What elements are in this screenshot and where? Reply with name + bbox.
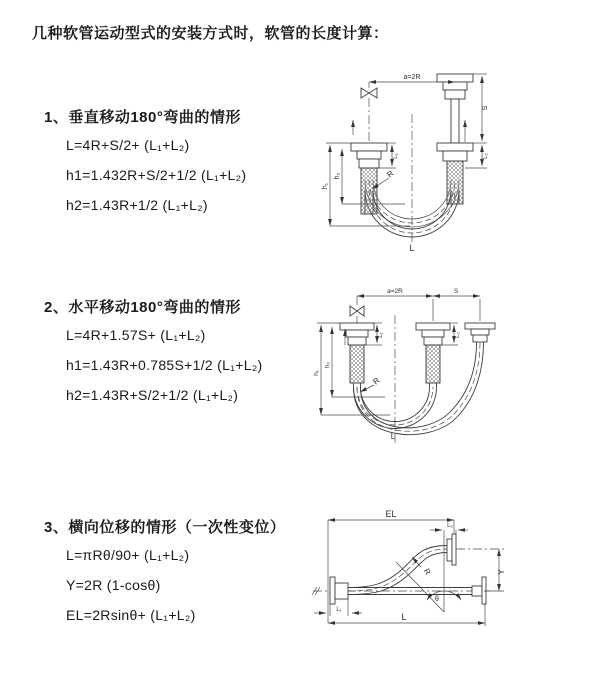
bottom-right-flange-connector [472, 577, 486, 604]
section-lateral-displacement [44, 516, 314, 637]
dim-label-a2r: a=2R [387, 288, 403, 295]
dim-label-h1: h₁ [313, 370, 320, 376]
diagram-vertical-u-bend [310, 66, 592, 262]
dim-label-a2r: a=2R [403, 74, 421, 81]
dimension-s [433, 288, 480, 296]
formula-length: L=4R+1.57S+ (L₁+L₂) [66, 327, 206, 343]
dim-label-l: L [390, 432, 396, 441]
left-flange-connector [351, 143, 387, 214]
dim-label-r: R [421, 566, 433, 577]
dim-label-l: L [409, 243, 415, 253]
technical-drawing-2 [310, 285, 600, 465]
dimension-el [328, 509, 454, 623]
diagram-lateral-displacement [300, 505, 600, 637]
dim-label-l2: L₂ [483, 153, 489, 159]
section-1-heading: 1、垂直移动180°弯曲的情形 [44, 109, 241, 126]
dimension-l2 [430, 523, 468, 536]
dimension-l [328, 604, 485, 626]
formula-length: L=πRθ/90+ (L₁+L₂) [66, 547, 190, 563]
dim-label-h1: h₁ [322, 182, 329, 190]
middle-flange-connector [416, 299, 450, 383]
top-right-flange-connector [447, 534, 504, 565]
dim-label-theta: θ [435, 596, 439, 603]
dim-label-y: Y [497, 569, 506, 575]
formula-y: Y=2R (1-cosθ) [66, 577, 161, 593]
right-flange-connector [465, 299, 495, 342]
section-vertical-movement [44, 106, 314, 227]
section-3-heading: 3、横向位移的情形（一次性变位） [44, 519, 286, 536]
left-flange-connector [330, 577, 348, 604]
dim-label-h2: h₂ [324, 361, 331, 369]
right-flange-connector [437, 74, 473, 204]
dimension-l1 [314, 599, 362, 616]
technical-drawing-1 [310, 66, 592, 262]
formula-length: L=4R+S/2+ (L₁+L₂) [66, 137, 190, 153]
valve-icon [350, 296, 364, 323]
dim-label-r: R [385, 168, 396, 180]
diagram-horizontal-u-bend [310, 285, 600, 465]
formula-h2: h2=1.43R+S/2+1/2 (L₁+L₂) [66, 387, 239, 403]
formula-el: EL=2Rsinθ+ (L₁+L₂) [66, 607, 196, 623]
dim-label-l2: L₂ [447, 523, 453, 529]
valve-icon [361, 82, 377, 143]
dimension-s [473, 74, 489, 143]
braided-hose-section [361, 168, 377, 214]
dim-label-l1: L₁ [336, 607, 342, 613]
braided-hose-section [350, 345, 364, 383]
technical-drawing-3 [300, 505, 600, 637]
dimension-a2r [357, 288, 433, 296]
radius-leader [412, 557, 433, 577]
dim-label-l1: L₁ [393, 153, 399, 159]
dim-label-l1: L₁ [378, 332, 384, 338]
dim-label-s: S [453, 288, 459, 295]
dim-label-l2: L₂ [455, 332, 461, 338]
hose-moved-position [354, 342, 484, 435]
dim-label-l: L [401, 612, 407, 622]
dim-label-r: R [371, 375, 382, 387]
formula-h1: h1=1.43R+0.785S+1/2 (L₁+L₂) [66, 357, 263, 373]
formula-h2: h2=1.43R+1/2 (L₁+L₂) [66, 197, 208, 213]
section-2-heading: 2、水平移动180°弯曲的情形 [44, 299, 241, 316]
dimension-y [484, 549, 506, 591]
section-horizontal-movement [44, 296, 314, 417]
braided-hose-section [426, 345, 440, 383]
page-title: 几种软管运动型式的安装方式时，软管的长度计算： [32, 25, 389, 42]
dim-label-el: EL [385, 509, 397, 519]
braided-hose-section [447, 161, 463, 204]
dim-label-h2: h₂ [334, 172, 341, 180]
dim-label-s: S [482, 105, 489, 111]
formula-h1: h1=1.432R+S/2+1/2 (L₁+L₂) [66, 167, 247, 183]
